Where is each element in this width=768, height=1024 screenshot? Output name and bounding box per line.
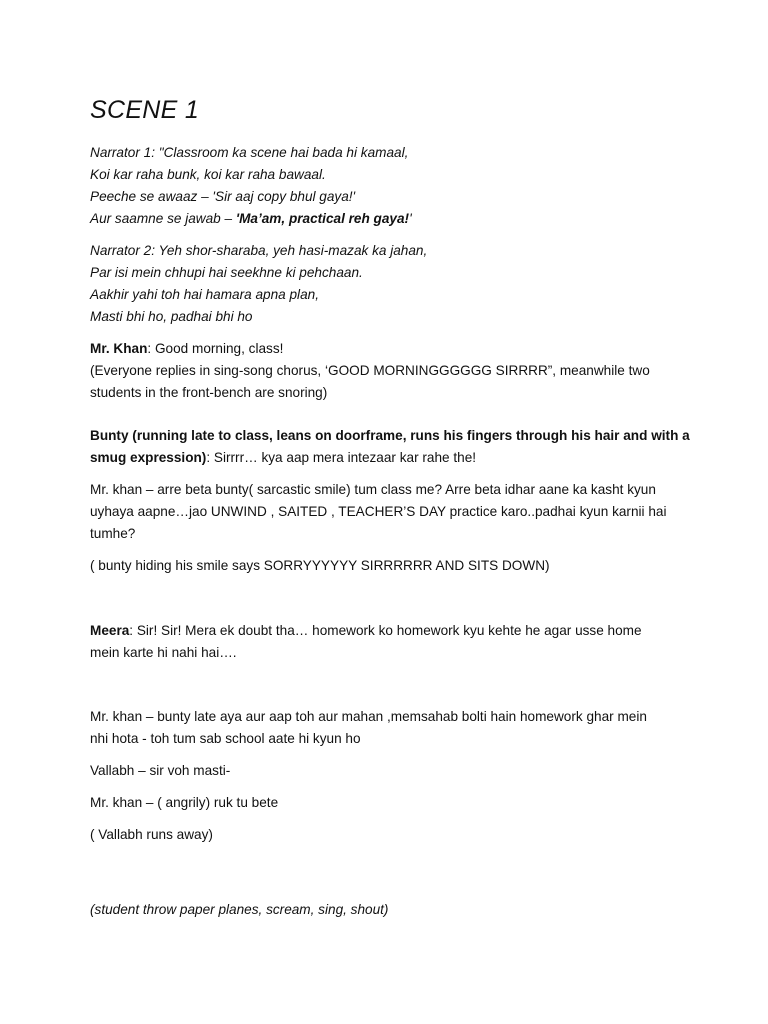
narrator1-line4-suffix: ' <box>409 211 412 226</box>
khan2-line3: tumhe? <box>90 526 136 541</box>
khan1-stage-line2: students in the front-bench are snoring) <box>90 385 328 400</box>
meera-text: : Sir! Sir! Mera ek doubt tha… homework ko homework kyu kehte he agar usse home <box>129 623 642 638</box>
bunty-bold-line1: (running late to class, leans on doorframe, runs his fingers through his hair and with a <box>128 428 690 443</box>
scene-title: SCENE 1 <box>90 96 200 124</box>
final-stage-direction: (student throw paper planes, scream, sing, shout) <box>90 902 389 917</box>
narrator1-line4 <box>90 208 690 230</box>
vallabh-line: Vallabh – sir voh masti- <box>90 763 231 778</box>
narrator1-line4-bold: 'Ma’am, practical reh gaya! <box>235 211 410 226</box>
khan1-speaker: Mr. Khan <box>90 341 148 356</box>
meera-speaker: Meera <box>90 623 130 638</box>
khan2-line2: uyhaya aapne…jao UNWIND , SAITED , TEACHER’S DAY practice karo..padhai kyun karnii hai <box>90 504 667 519</box>
bunty-line2 <box>90 447 690 469</box>
narrator2-line1: Narrator 2: Yeh shor-sharaba, yeh hasi-mazak ka jahan, <box>90 243 428 258</box>
bunty-bold-line2: smug expression) <box>90 450 207 465</box>
narrator1-line1: Narrator 1: "Classroom ka scene hai bada hi kamaal, <box>90 145 409 160</box>
narrator1-line2: Koi kar raha bunk, koi kar raha bawaal. <box>90 167 326 182</box>
narrator2-line2: Par isi mein chhupi hai seekhne ki pehchaan. <box>90 265 363 280</box>
bunty-speaker: Bunty <box>90 428 129 443</box>
khan4-line: Mr. khan – ( angrily) ruk tu bete <box>90 795 279 810</box>
narrator1-line4-prefix: Aur saamne se jawab – <box>90 211 236 226</box>
bunty-text: : Sirrrr… kya aap mera intezaar kar rahe the! <box>206 450 477 465</box>
vallabh-stage-direction: ( Vallabh runs away) <box>90 827 213 842</box>
narrator1-line3: Peeche se awaaz – 'Sir aaj copy bhul gaya!' <box>90 189 356 204</box>
bunty-stage-direction: ( bunty hiding his smile says SORRYYYYYY SIRRRRRR AND SITS DOWN) <box>90 558 550 573</box>
khan3-line1: Mr. khan – bunty late aya aur aap toh aur mahan ,memsahab bolti hain homework ghar mein <box>90 709 647 724</box>
narrator2-line4: Masti bhi ho, padhai bhi ho <box>90 309 253 324</box>
khan1-stage-line1: (Everyone replies in sing-song chorus, ‘GOOD MORNINGGGGGG SIRRRR”, meanwhile two <box>90 363 650 378</box>
bunty-line1 <box>90 425 690 447</box>
khan2-line1: Mr. khan – arre beta bunty( sarcastic smile) tum class me? Arre beta idhar aane ka kasht kyun <box>90 482 656 497</box>
khan3-line2: nhi hota - toh tum sab school aate hi kyun ho <box>90 731 361 746</box>
narrator2-line3: Aakhir yahi toh hai hamara apna plan, <box>90 287 319 302</box>
khan1-text: : Good morning, class! <box>147 341 284 356</box>
khan1-line <box>90 338 690 360</box>
meera-line1 <box>90 620 690 642</box>
meera-line2: mein karte hi nahi hai…. <box>90 645 237 660</box>
